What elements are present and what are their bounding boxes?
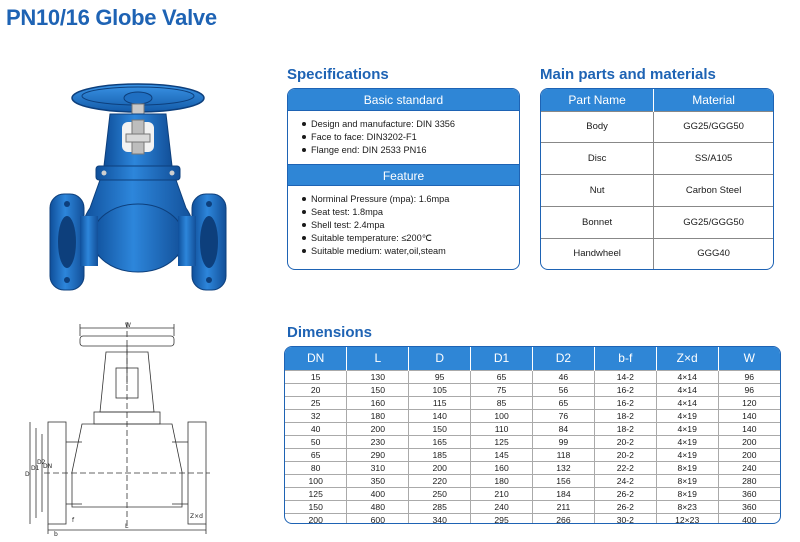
dimensions-cell: 140 xyxy=(718,409,780,422)
material-cell: SS/A105 xyxy=(654,143,773,175)
dimensions-row xyxy=(285,422,780,435)
dimensions-cell: 20-2 xyxy=(594,435,656,448)
dimensions-cell: 350 xyxy=(347,474,409,487)
dimensions-cell: 4×19 xyxy=(656,448,718,461)
dimensions-cell: 32 xyxy=(285,409,347,422)
dimensions-cell: 285 xyxy=(409,500,471,513)
dimensions-cell: 12×23 xyxy=(656,513,718,524)
dimensions-cell: 96 xyxy=(718,383,780,396)
dimensions-cell: 105 xyxy=(409,383,471,396)
dimensions-cell: 20 xyxy=(285,383,347,396)
dimensions-heading: Dimensions xyxy=(287,324,373,341)
dimensions-cell: 240 xyxy=(718,461,780,474)
dimensions-cell: 295 xyxy=(471,513,533,524)
materials-row xyxy=(541,143,773,175)
dimensions-cell: 290 xyxy=(347,448,409,461)
dimensions-cell: 160 xyxy=(471,461,533,474)
dimensions-row xyxy=(285,487,780,500)
materials-heading: Main parts and materials xyxy=(540,66,716,83)
dimensions-cell: 600 xyxy=(347,513,409,524)
dimensions-cell: 125 xyxy=(471,435,533,448)
dimensions-cell: 210 xyxy=(471,487,533,500)
feature-list xyxy=(288,186,519,265)
specifications-heading: Specifications xyxy=(287,66,389,83)
dimensions-cell: 230 xyxy=(347,435,409,448)
materials-col-material: Material xyxy=(654,89,773,111)
dimensions-cell: 150 xyxy=(409,422,471,435)
basic-standard-list xyxy=(288,111,519,164)
dimensions-cell: 340 xyxy=(409,513,471,524)
materials-row xyxy=(541,175,773,207)
drawing-label-l: L xyxy=(125,523,129,530)
spec-item: Flange end: DIN 2533 PN16 xyxy=(302,144,519,157)
drawing-label-dn: DN xyxy=(43,463,53,470)
dimensions-cell: 56 xyxy=(533,383,595,396)
dimensions-row xyxy=(285,435,780,448)
dimensions-cell: 266 xyxy=(533,513,595,524)
dimensions-cell: 18-2 xyxy=(594,409,656,422)
dimensions-cell: 100 xyxy=(285,474,347,487)
dimensions-cell: 145 xyxy=(471,448,533,461)
dimensions-cell: 50 xyxy=(285,435,347,448)
dimensions-cell: 65 xyxy=(285,448,347,461)
materials-row xyxy=(541,111,773,143)
part-name-cell: Bonnet xyxy=(541,207,654,239)
materials-table xyxy=(541,89,773,269)
dimensions-cell: 4×14 xyxy=(656,370,718,383)
feature-item: Norminal Pressure (mpa): 1.6mpa xyxy=(302,193,519,206)
dimensions-col-header: D2 xyxy=(533,347,595,370)
feature-item: Suitable temperature: ≤200℃ xyxy=(302,232,519,245)
dimensions-cell: 360 xyxy=(718,500,780,513)
dimensions-cell: 8×23 xyxy=(656,500,718,513)
dimensions-cell: 360 xyxy=(718,487,780,500)
dimensions-cell: 24-2 xyxy=(594,474,656,487)
dimensions-cell: 211 xyxy=(533,500,595,513)
dimensions-cell: 40 xyxy=(285,422,347,435)
dimensions-cell: 16-2 xyxy=(594,396,656,409)
drawing-label-d1: D1 xyxy=(31,465,40,472)
material-cell: GGG40 xyxy=(654,238,773,269)
dimensions-cell: 110 xyxy=(471,422,533,435)
drawing-label-f: f xyxy=(72,517,75,524)
dimensions-col-header: W xyxy=(718,347,780,370)
dimensions-cell: 8×19 xyxy=(656,487,718,500)
dimensions-cell: 185 xyxy=(409,448,471,461)
dimensions-cell: 220 xyxy=(409,474,471,487)
drawing-label-b: b xyxy=(54,531,58,537)
dimensions-cell: 180 xyxy=(471,474,533,487)
dimensions-cell: 132 xyxy=(533,461,595,474)
page-title: PN10/16 Globe Valve xyxy=(6,5,217,30)
dimensions-cell: 120 xyxy=(718,396,780,409)
drawing-label-zd: Z×d xyxy=(190,513,203,520)
dimensions-col-header: b-f xyxy=(594,347,656,370)
dimensions-col-header: DN xyxy=(285,347,347,370)
dimensions-cell: 4×14 xyxy=(656,396,718,409)
part-name-cell: Disc xyxy=(541,143,654,175)
dimensions-cell: 18-2 xyxy=(594,422,656,435)
dimensions-col-header: D xyxy=(409,347,471,370)
dimensions-cell: 118 xyxy=(533,448,595,461)
materials-row xyxy=(541,238,773,269)
part-name-cell: Nut xyxy=(541,175,654,207)
drawing-label-d: D xyxy=(25,471,30,478)
dimensions-cell: 15 xyxy=(285,370,347,383)
dimensions-cell: 26-2 xyxy=(594,487,656,500)
dimensions-cell: 25 xyxy=(285,396,347,409)
drawing-label-w: W xyxy=(125,322,131,329)
feature-item: Suitable medium: water,oil,steam xyxy=(302,245,519,258)
dimensions-cell: 100 xyxy=(471,409,533,422)
material-cell: Carbon Steel xyxy=(654,175,773,207)
basic-standard-bar: Basic standard xyxy=(288,89,519,111)
dimensions-cell: 125 xyxy=(285,487,347,500)
dimensions-cell: 46 xyxy=(533,370,595,383)
dimensions-row xyxy=(285,396,780,409)
dimensions-cell: 400 xyxy=(347,487,409,500)
materials-row xyxy=(541,207,773,239)
dimensions-col-header: L xyxy=(347,347,409,370)
dimensions-cell: 140 xyxy=(409,409,471,422)
feature-bar: Feature xyxy=(288,164,519,186)
dimensions-row xyxy=(285,513,780,524)
dimensions-cell: 16-2 xyxy=(594,383,656,396)
part-name-cell: Handwheel xyxy=(541,238,654,269)
dimensions-cell: 400 xyxy=(718,513,780,524)
dimensions-row xyxy=(285,461,780,474)
dimensions-cell: 240 xyxy=(471,500,533,513)
technical-drawing xyxy=(24,322,214,537)
feature-item: Shell test: 2.4mpa xyxy=(302,219,519,232)
dimensions-cell: 96 xyxy=(718,370,780,383)
dimensions-cell: 156 xyxy=(533,474,595,487)
spec-item: Face to face: DIN3202-F1 xyxy=(302,131,519,144)
dimensions-cell: 150 xyxy=(285,500,347,513)
drawing-label-d2: D2 xyxy=(37,459,46,466)
dimensions-col-header: Z×d xyxy=(656,347,718,370)
dimensions-cell: 65 xyxy=(471,370,533,383)
dimensions-row xyxy=(285,383,780,396)
dimensions-cell: 8×19 xyxy=(656,474,718,487)
dimensions-cell: 200 xyxy=(347,422,409,435)
dimensions-cell: 4×19 xyxy=(656,435,718,448)
dimensions-table xyxy=(285,347,780,524)
dimensions-cell: 84 xyxy=(533,422,595,435)
dimensions-cell: 150 xyxy=(347,383,409,396)
dimensions-cell: 4×14 xyxy=(656,383,718,396)
dimensions-cell: 115 xyxy=(409,396,471,409)
dimensions-cell: 165 xyxy=(409,435,471,448)
dimensions-cell: 30-2 xyxy=(594,513,656,524)
dimensions-cell: 200 xyxy=(409,461,471,474)
dimensions-cell: 280 xyxy=(718,474,780,487)
dimensions-cell: 310 xyxy=(347,461,409,474)
materials-panel xyxy=(540,88,774,270)
dimensions-cell: 20-2 xyxy=(594,448,656,461)
dimensions-cell: 8×19 xyxy=(656,461,718,474)
dimensions-cell: 80 xyxy=(285,461,347,474)
material-cell: GG25/GGG50 xyxy=(654,111,773,143)
dimensions-cell: 200 xyxy=(285,513,347,524)
dimensions-cell: 14-2 xyxy=(594,370,656,383)
valve-photo xyxy=(40,78,240,303)
dimensions-cell: 76 xyxy=(533,409,595,422)
dimensions-row xyxy=(285,370,780,383)
dimensions-cell: 140 xyxy=(718,422,780,435)
dimensions-cell: 250 xyxy=(409,487,471,500)
dimensions-cell: 85 xyxy=(471,396,533,409)
dimensions-cell: 26-2 xyxy=(594,500,656,513)
dimensions-row xyxy=(285,474,780,487)
spec-item: Design and manufacture: DIN 3356 xyxy=(302,118,519,131)
materials-col-part-name: Part Name xyxy=(541,89,654,111)
part-name-cell: Body xyxy=(541,111,654,143)
feature-item: Seat test: 1.8mpa xyxy=(302,206,519,219)
dimensions-cell: 200 xyxy=(718,435,780,448)
dimensions-cell: 160 xyxy=(347,396,409,409)
dimensions-row xyxy=(285,409,780,422)
dimensions-panel xyxy=(284,346,781,524)
dimensions-cell: 99 xyxy=(533,435,595,448)
dimensions-row xyxy=(285,448,780,461)
dimensions-cell: 130 xyxy=(347,370,409,383)
dimensions-cell: 200 xyxy=(718,448,780,461)
dimensions-row xyxy=(285,500,780,513)
dimensions-cell: 95 xyxy=(409,370,471,383)
dimensions-cell: 184 xyxy=(533,487,595,500)
dimensions-col-header: D1 xyxy=(471,347,533,370)
specifications-panel xyxy=(287,88,520,270)
dimensions-cell: 4×19 xyxy=(656,409,718,422)
dimensions-cell: 4×19 xyxy=(656,422,718,435)
material-cell: GG25/GGG50 xyxy=(654,207,773,239)
dimensions-cell: 180 xyxy=(347,409,409,422)
dimensions-cell: 22-2 xyxy=(594,461,656,474)
dimensions-cell: 480 xyxy=(347,500,409,513)
dimensions-cell: 75 xyxy=(471,383,533,396)
dimensions-cell: 65 xyxy=(533,396,595,409)
